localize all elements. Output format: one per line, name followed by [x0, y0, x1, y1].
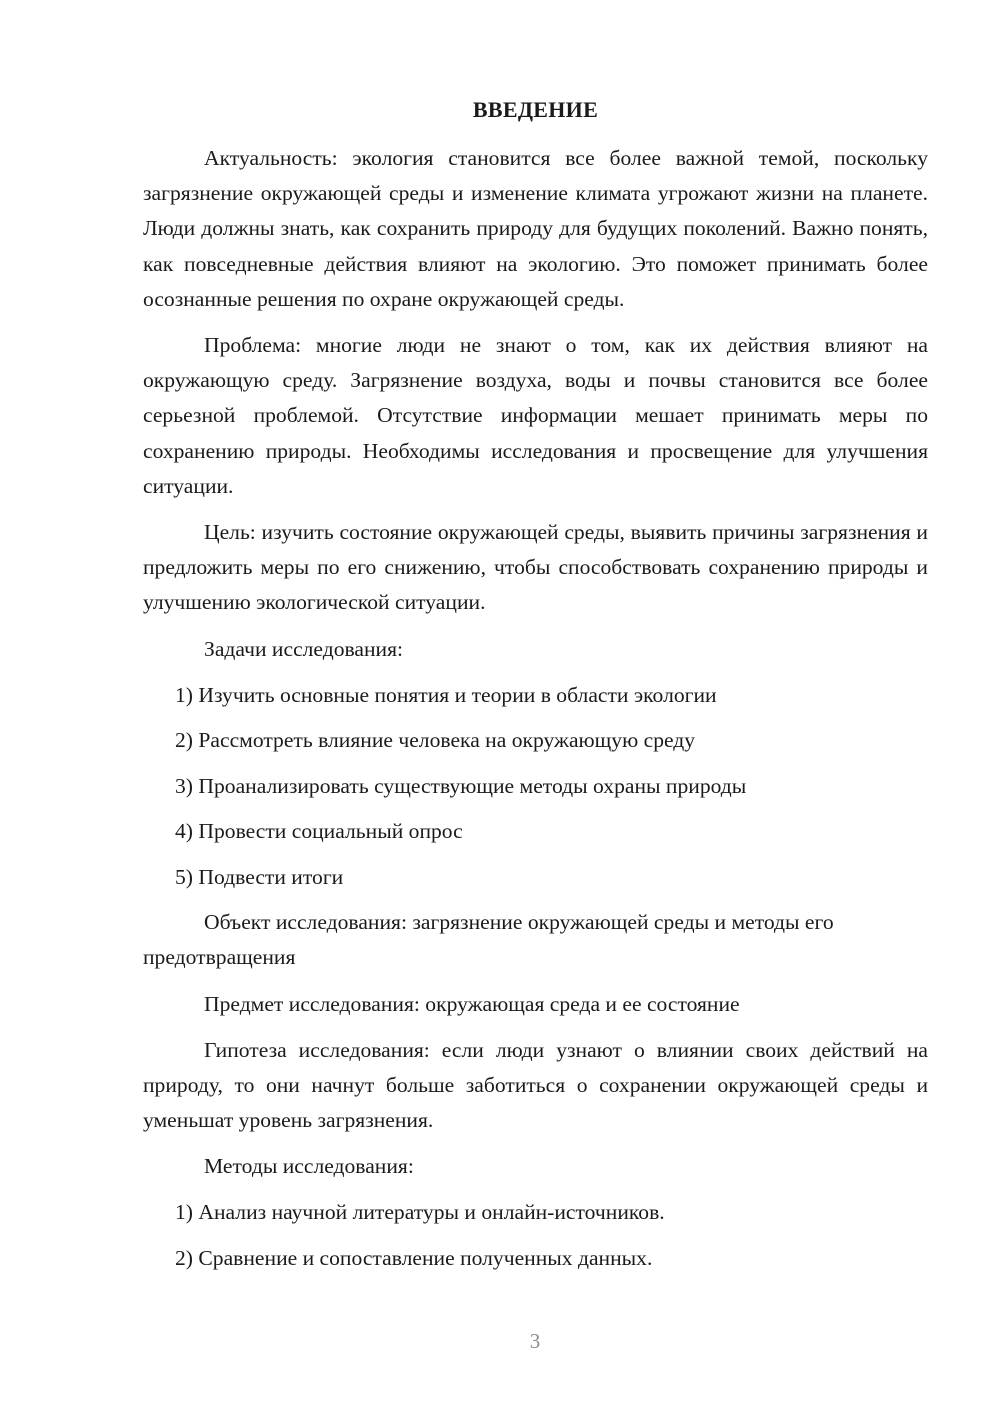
list-item: 5) Подвести итоги	[175, 864, 344, 889]
list-item: 4) Провести социальный опрос	[175, 819, 463, 844]
goal-paragraph: Цель: изучить состояние окружающей среды, выявить причины загрязнения и предложить меры по его снижению, чтобы способствовать сохранению природы и улучшению экологической ситуации.	[143, 520, 928, 615]
list-item: 3) Проанализировать существующие методы охраны природы	[175, 773, 747, 798]
methods-list	[143, 1195, 928, 1276]
section-title: ВВЕДЕНИЕ	[472, 97, 599, 122]
list-item: 1) Изучить основные понятия и теории в области экологии	[175, 682, 717, 707]
methods-label: Методы исследования:	[204, 1154, 414, 1179]
subject-paragraph: Предмет исследования: окружающая среда и ее состояние	[204, 991, 740, 1016]
list-item: 1) Анализ научной литературы и онлайн-источников.	[175, 1200, 665, 1225]
list-item: 2) Сравнение и сопоставление полученных данных.	[175, 1245, 653, 1270]
document-page	[143, 92, 928, 1286]
hypothesis-paragraph: Гипотеза исследования: если люди узнают о влиянии своих действий на природу, то они начнут больше заботиться о сохранении окружающей среды и уменьшат уровень загрязнения.	[143, 1037, 928, 1133]
tasks-list	[143, 678, 928, 895]
list-item: 2) Рассмотреть влияние человека на окружающую среду	[175, 728, 696, 753]
tasks-label: Задачи исследования:	[204, 636, 404, 661]
actuality-paragraph: Актуальность: экология становится все более важной темой, поскольку загрязнение окружающей среды и изменение климата угрожают жизни на планете. Люди должны знать, как сохранить природу для будущих поколений. Важно понять, как повседневные действия влияют на экологию. Это поможет принимать более осознанные решения по охране окружающей среды.	[143, 146, 928, 311]
page-number: 3	[529, 1329, 541, 1353]
problem-paragraph: Проблема: многие люди не знают о том, как их действия влияют на окружающую среду. Загрязнение воздуха, воды и почвы становится все более серьезной проблемой. Отсутствие информации мешает принимать меры по сохранению природы. Необходимы исследования и просвещение для улучшения ситуации.	[143, 333, 928, 498]
object-paragraph: Объект исследования: загрязнение окружающей среды и методы его предотвращения	[143, 910, 834, 970]
